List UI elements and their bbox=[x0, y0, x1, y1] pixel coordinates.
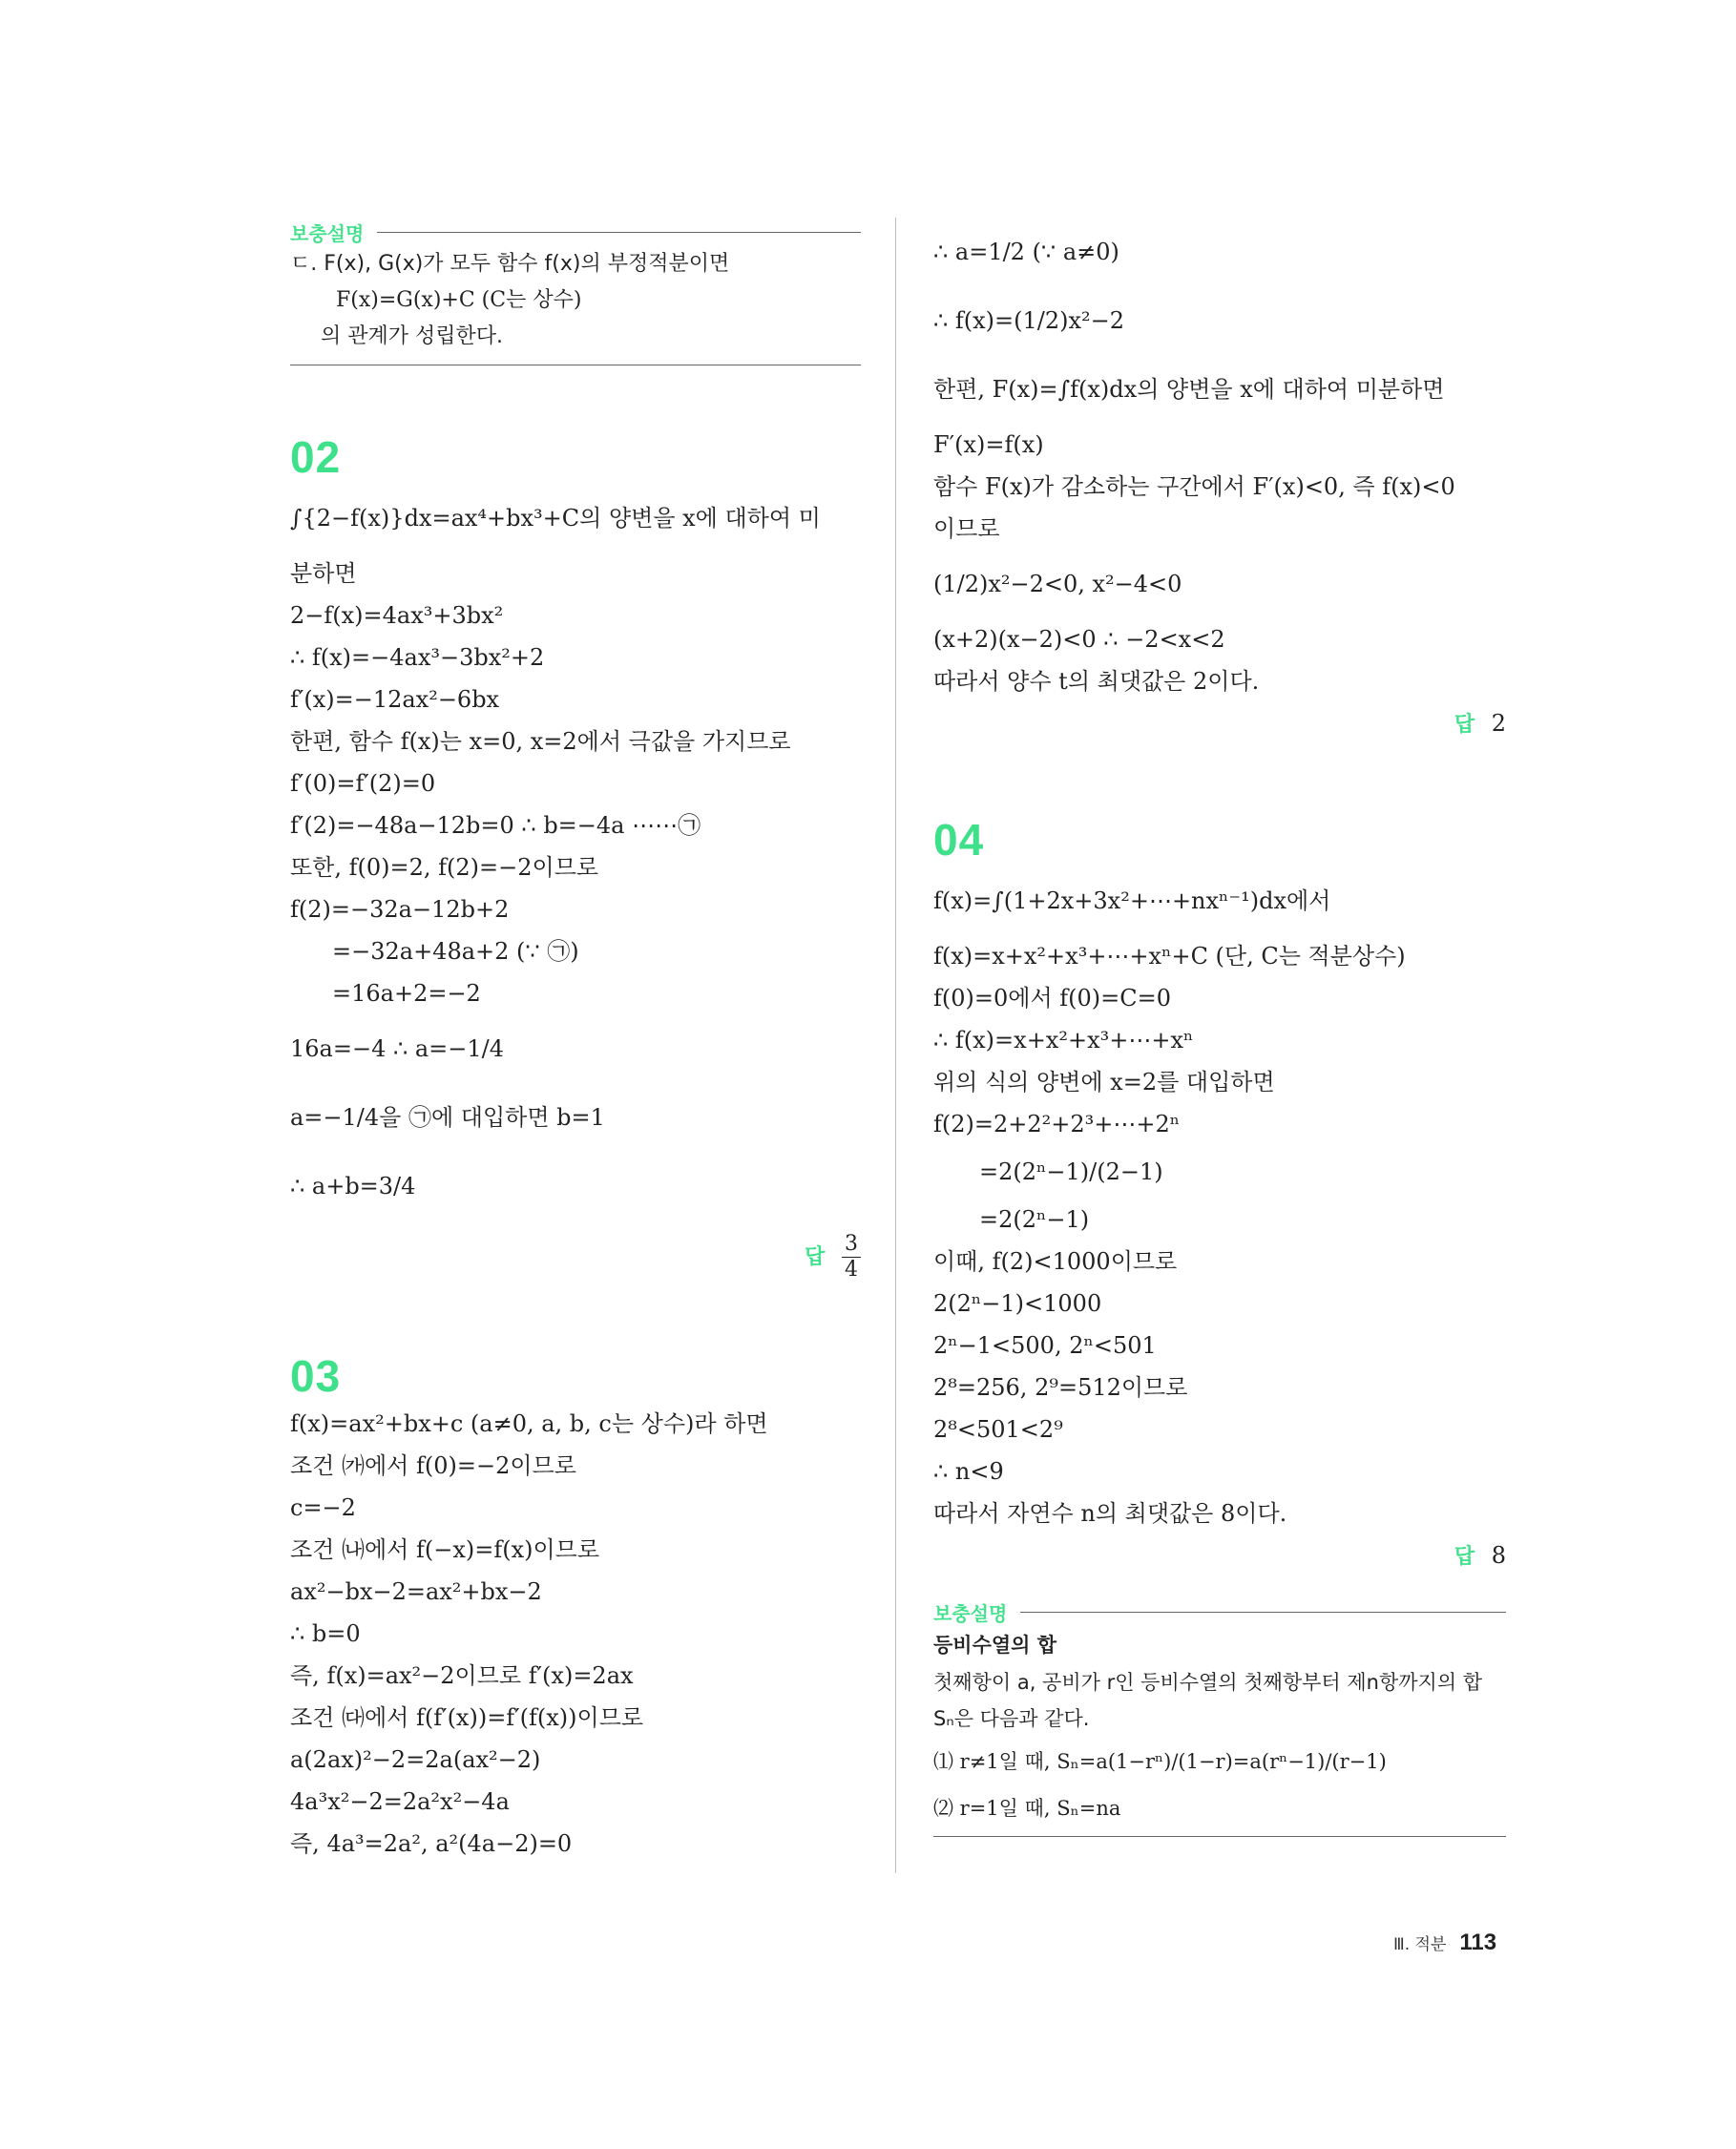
page-number: 113 bbox=[1459, 1930, 1497, 1955]
solution-line: f(2)=−32a−12b+2 bbox=[290, 896, 510, 923]
right-column bbox=[933, 218, 1506, 1837]
solution-line: 2−f(x)=4ax³+3bx² bbox=[290, 602, 504, 629]
supplement-header bbox=[290, 218, 861, 246]
supplement-line: 첫째항이 a, 공비가 r인 등비수열의 첫째항부터 제n항까지의 합 bbox=[933, 1671, 1483, 1694]
solution-line: 즉, f(x)=ax²−2이므로 f′(x)=2ax bbox=[290, 1662, 634, 1689]
solution-line: f′(2)=−48a−12b=0 ∴ b=−4a ⋯⋯㉠ bbox=[290, 812, 701, 839]
supplement-line: ㄷ. F(x), G(x)가 모두 함수 f(x)의 부정적분이면 bbox=[290, 252, 730, 276]
solution-line: ∴ f(x)=−4ax³−3bx²+2 bbox=[290, 644, 545, 671]
column-divider bbox=[895, 218, 896, 1873]
answer-value: 8 bbox=[1491, 1542, 1506, 1569]
solution-line: 2⁸<501<2⁹ bbox=[933, 1416, 1063, 1443]
header-rule bbox=[377, 232, 861, 233]
supplement-label: 보충설명 bbox=[933, 1601, 1008, 1625]
supplement-line: Sₙ은 다음과 같다. bbox=[933, 1707, 1090, 1730]
solution-line: f(x)=x+x²+x³+⋯+xⁿ+C (단, C는 적분상수) bbox=[933, 943, 1406, 970]
problem-number: 03 bbox=[290, 1351, 342, 1401]
solution-line: 따라서 자연수 n의 최댓값은 8이다. bbox=[933, 1500, 1287, 1527]
problem-number: 02 bbox=[290, 432, 342, 482]
solution-line: f′(0)=f′(2)=0 bbox=[290, 770, 436, 797]
answer bbox=[933, 1534, 1506, 1578]
answer-denominator: 4 bbox=[845, 1258, 858, 1282]
solution-line: 조건 ㈏에서 f(−x)=f(x)이므로 bbox=[290, 1536, 600, 1563]
solution-line: (x+2)(x−2)<0 ∴ −2<x<2 bbox=[933, 626, 1225, 653]
answer-fraction bbox=[842, 1232, 861, 1283]
solution-line: 2ⁿ−1<500, 2ⁿ<501 bbox=[933, 1332, 1157, 1359]
supplement-title: 등비수열의 합 bbox=[933, 1634, 1057, 1657]
problem-02 bbox=[290, 430, 861, 1283]
supplement-line: ⑴ r≠1일 때, Sₙ=a(1−rⁿ)/(1−r)=a(rⁿ−1)/(r−1) bbox=[933, 1750, 1387, 1773]
solution-line: 16a=−4 ∴ a=−1/4 bbox=[290, 1035, 505, 1062]
header-rule bbox=[1020, 1612, 1506, 1613]
answer-label: 답 bbox=[1454, 713, 1475, 737]
solution-line: 한편, 함수 f(x)는 x=0, x=2에서 극값을 가지므로 bbox=[290, 728, 791, 755]
solution-line: 한편, F(x)=∫f(x)dx의 양변을 x에 대하여 미분하면 bbox=[933, 376, 1445, 403]
solution-line: =2(2ⁿ−1)/(2−1) bbox=[979, 1158, 1163, 1185]
solution-line: =2(2ⁿ−1) bbox=[979, 1206, 1090, 1233]
supplement-header bbox=[933, 1597, 1506, 1626]
solution-line: f(x)=ax²+bx+c (a≠0, a, b, c는 상수)라 하면 bbox=[290, 1410, 768, 1437]
supplement-line: ⑵ r=1일 때, Sₙ=na bbox=[933, 1797, 1121, 1820]
solution-line: 2(2ⁿ−1)<1000 bbox=[933, 1290, 1102, 1317]
answer-value: 2 bbox=[1491, 710, 1506, 737]
solution-line: ∴ b=0 bbox=[290, 1620, 361, 1647]
supplement-box-right bbox=[933, 1597, 1506, 1837]
supplement-label: 보충설명 bbox=[290, 221, 365, 245]
answer-numerator: 3 bbox=[842, 1232, 861, 1258]
solution-line: 이때, f(2)<1000이므로 bbox=[933, 1248, 1178, 1275]
solution-line: F′(x)=f(x) bbox=[933, 431, 1044, 458]
solution-line: ∴ a=1/2 (∵ a≠0) bbox=[933, 239, 1119, 265]
page-footer bbox=[1393, 1930, 1496, 1956]
solution-line: f′(x)=−12ax²−6bx bbox=[290, 686, 500, 713]
solution-line: 즉, 4a³=2a², a²(4a−2)=0 bbox=[290, 1830, 573, 1857]
solution-line: (1/2)x²−2<0, x²−4<0 bbox=[933, 571, 1182, 597]
supplement-box-left bbox=[290, 218, 861, 365]
solution-line: a(2ax)²−2=2a(ax²−2) bbox=[290, 1746, 541, 1773]
left-column bbox=[290, 218, 861, 1865]
solution-line: 위의 식의 양변에 x=2를 대입하면 bbox=[933, 1069, 1275, 1095]
solution-line: ∴ n<9 bbox=[933, 1458, 1004, 1485]
problem-03 bbox=[290, 1349, 861, 1865]
solution-line: ax²−bx−2=ax²+bx−2 bbox=[290, 1578, 542, 1605]
solution-line: 2⁸=256, 2⁹=512이므로 bbox=[933, 1374, 1188, 1401]
solution-line: ∴ f(x)=(1/2)x²−2 bbox=[933, 307, 1125, 334]
answer-label: 답 bbox=[1454, 1545, 1475, 1569]
problem-04 bbox=[933, 813, 1506, 1578]
solution-line: =16a+2=−2 bbox=[332, 980, 481, 1007]
solution-line: 조건 ㈐에서 f(f′(x))=f′(f(x))이므로 bbox=[290, 1704, 644, 1731]
solution-line: 또한, f(0)=2, f(2)=−2이므로 bbox=[290, 854, 599, 881]
solution-line: 함수 F(x)가 감소하는 구간에서 F′(x)<0, 즉 f(x)<0 bbox=[933, 473, 1455, 500]
answer-label: 답 bbox=[805, 1245, 826, 1269]
solution-line: f(2)=2+2²+2³+⋯+2ⁿ bbox=[933, 1111, 1181, 1137]
solution-line: 이므로 bbox=[933, 515, 1000, 542]
answer bbox=[290, 1232, 861, 1283]
answer bbox=[933, 702, 1506, 746]
solution-line: 4a³x²−2=2a²x²−4a bbox=[290, 1788, 510, 1815]
solution-line: 따라서 양수 t의 최댓값은 2이다. bbox=[933, 668, 1260, 695]
solution-line: ∴ a+b=3/4 bbox=[290, 1173, 416, 1200]
solution-line: f(0)=0에서 f(0)=C=0 bbox=[933, 985, 1171, 1012]
chapter-label: Ⅲ. 적분 bbox=[1393, 1935, 1447, 1954]
bottom-rule bbox=[933, 1836, 1506, 1837]
problem-03-continued bbox=[933, 218, 1506, 746]
solution-line: =−32a+48a+2 (∵ ㉠) bbox=[332, 938, 579, 965]
solution-line: 조건 ㈎에서 f(0)=−2이므로 bbox=[290, 1452, 576, 1479]
solution-line: ∫{2−f(x)}dx=ax⁴+bx³+C의 양변을 x에 대하여 미 bbox=[290, 505, 821, 532]
solution-line: a=−1/4을 ㉠에 대입하면 b=1 bbox=[290, 1104, 605, 1131]
solution-line: f(x)=∫(1+2x+3x²+⋯+nxⁿ⁻¹)dx에서 bbox=[933, 887, 1331, 914]
supplement-line: F(x)=G(x)+C (C는 상수) bbox=[336, 288, 582, 312]
solution-line: 분하면 bbox=[290, 560, 357, 587]
problem-number: 04 bbox=[933, 815, 985, 865]
solution-line: ∴ f(x)=x+x²+x³+⋯+xⁿ bbox=[933, 1027, 1194, 1054]
supplement-line: 의 관계가 성립한다. bbox=[321, 324, 503, 348]
solution-line: c=−2 bbox=[290, 1494, 356, 1521]
